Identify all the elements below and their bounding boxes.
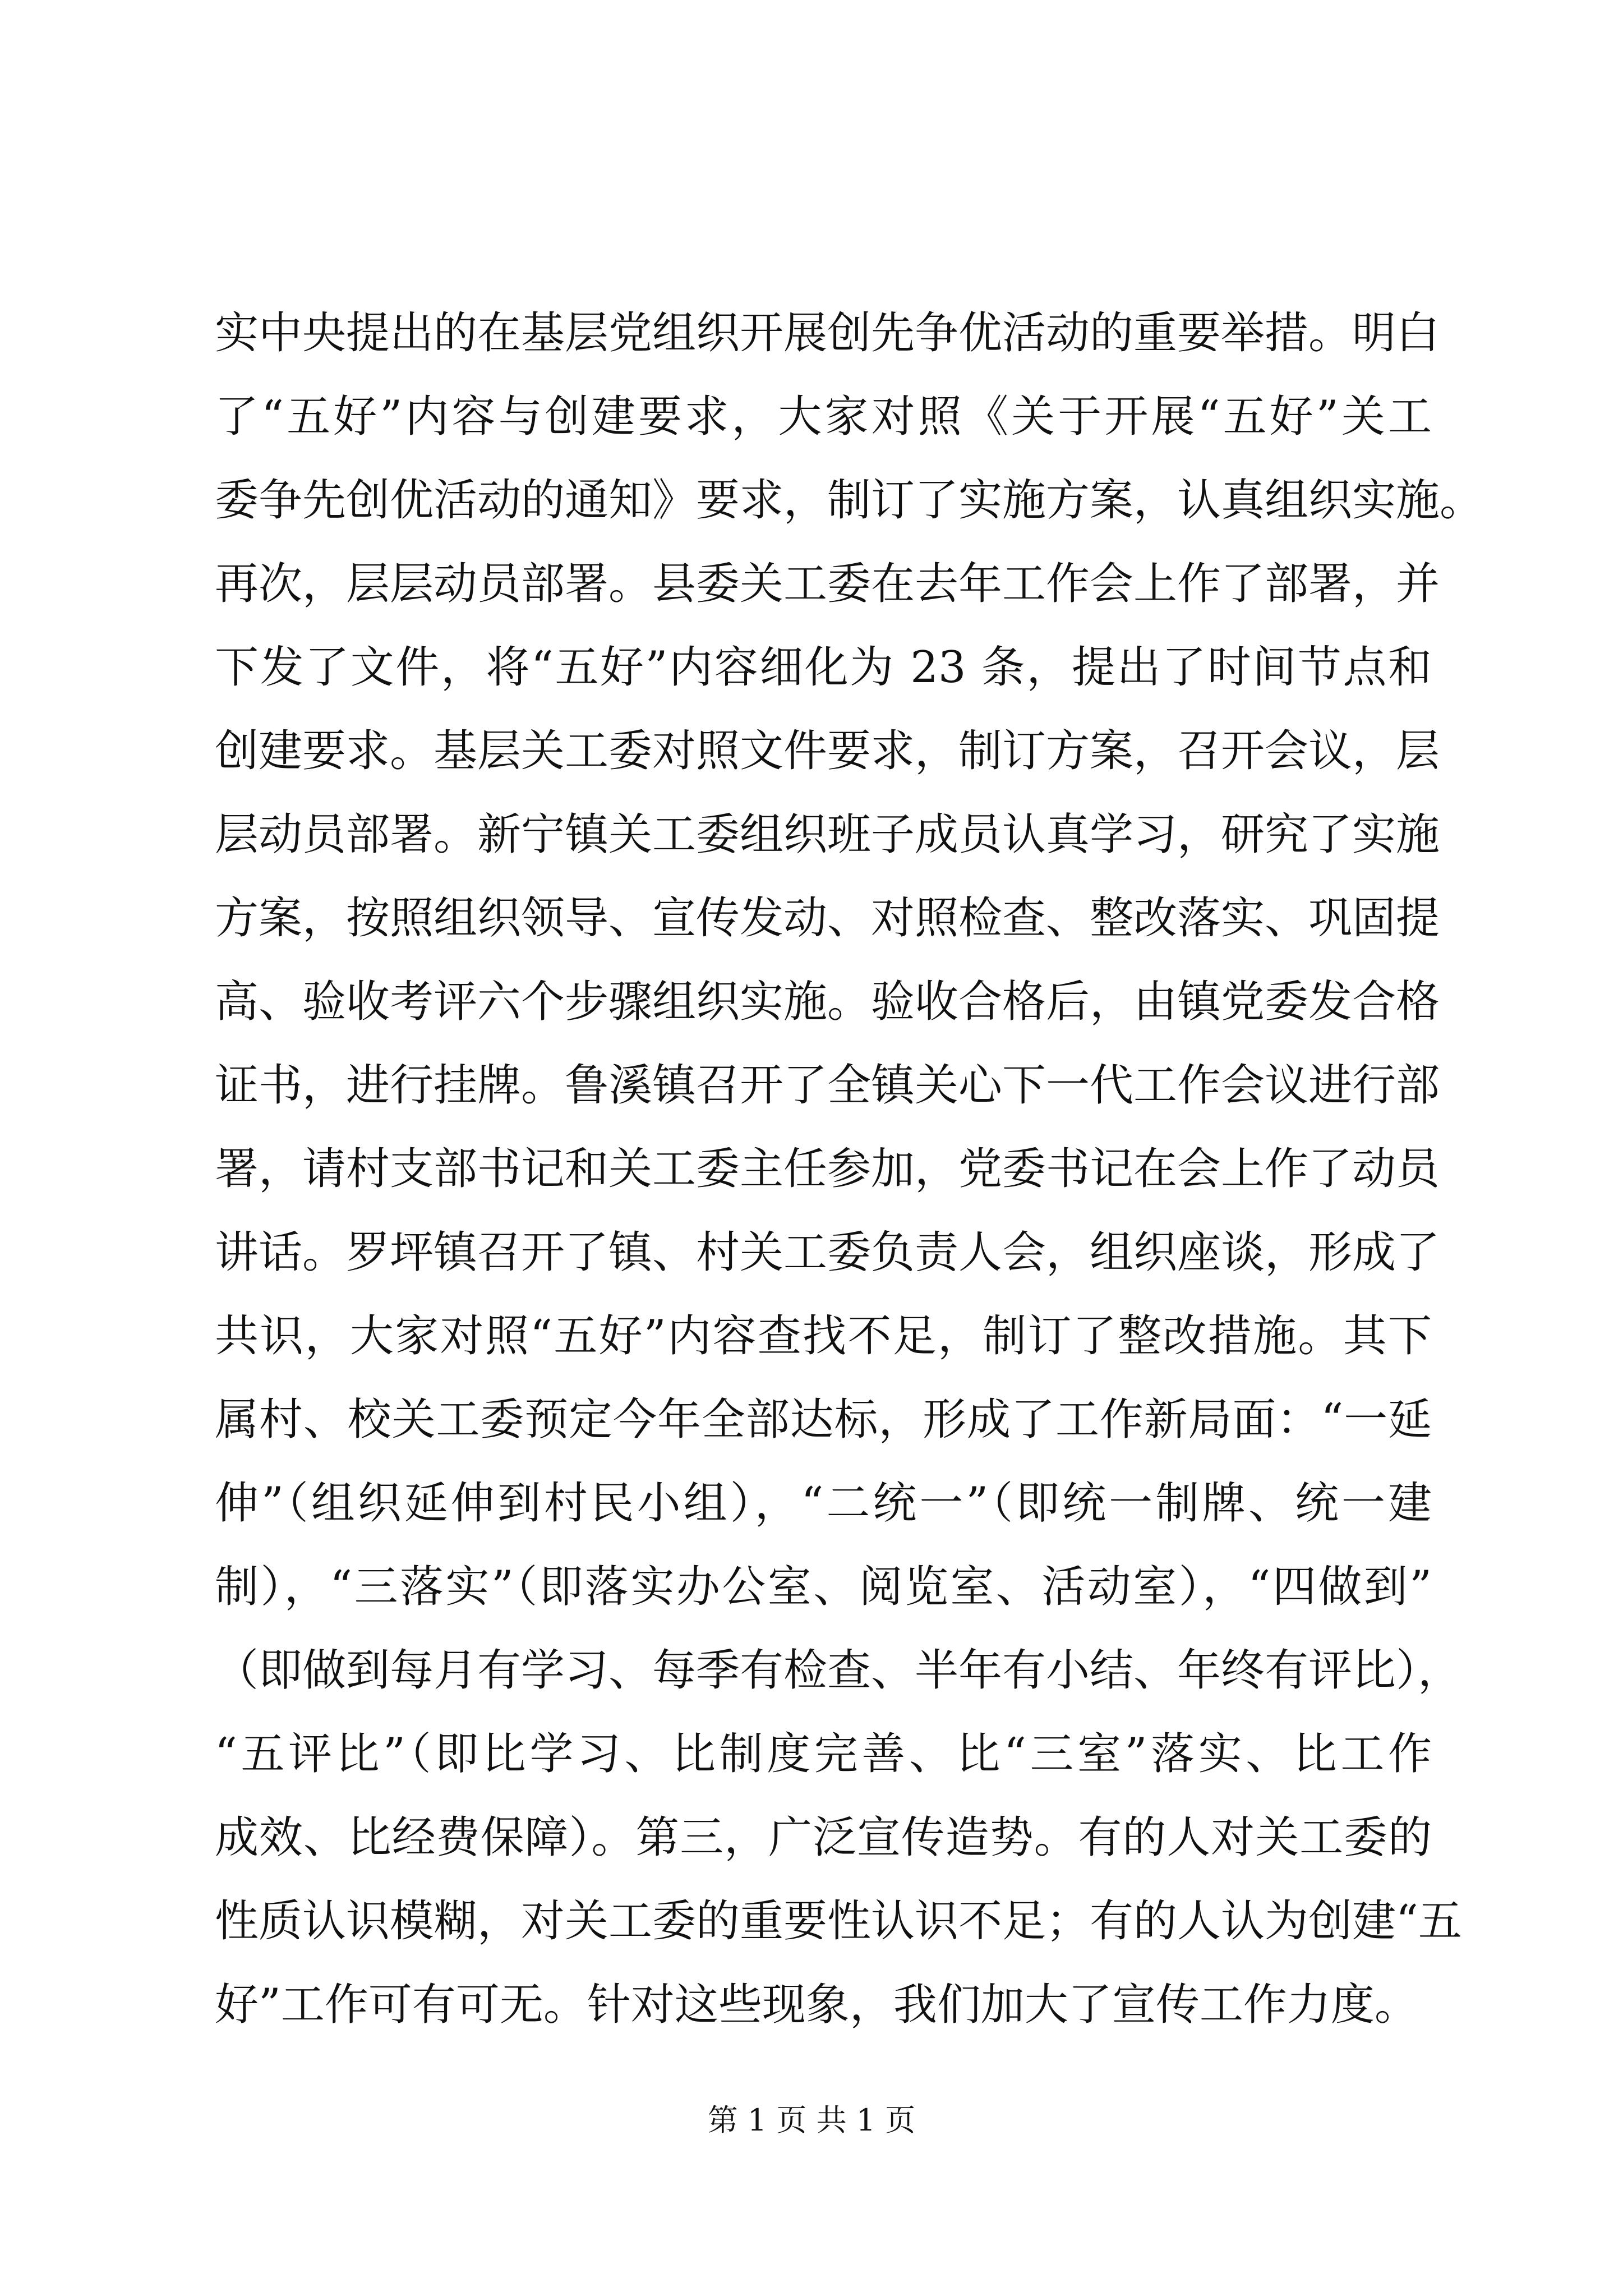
text-line: 高、验收考评六个步骤组织实施。验收合格后，由镇党委发合格 xyxy=(215,977,1440,1027)
text-line: 共识，大家对照“五好”内容查找不足，制订了整改措施。其下 xyxy=(215,1311,1432,1361)
text-line: 创建要求。基层关工委对照文件要求，制订方案，召开会议，层 xyxy=(215,726,1440,776)
text-line: 方案，按照组织领导、宣传发动、对照检查、整改落实、巩固提 xyxy=(215,893,1440,944)
text-line: （即做到每月有学习、每季有检查、半年有小结、年终有评比）， xyxy=(215,1645,1462,1696)
text-line: 属村、校关工委预定今年全部达标，形成了工作新局面：“一延 xyxy=(215,1395,1432,1445)
text-line: 好”工作可有可无。针对这些现象，我们加大了宣传工作力度。 xyxy=(215,1980,1418,2030)
text-line: 性质认识模糊，对关工委的重要性认识不足；有的人认为创建“五 xyxy=(215,1896,1462,1947)
text-line: 了“五好”内容与创建要求，大家对照《关于开展“五好”关工 xyxy=(215,392,1432,442)
text-line: 证书，进行挂牌。鲁溪镇召开了全镇关心下一代工作会议进行部 xyxy=(215,1060,1440,1111)
page-footer xyxy=(0,2098,1623,2143)
text-line: 委争先创优活动的通知》要求，制订了实施方案，认真组织实施。 xyxy=(215,475,1484,526)
text-line: 署，请村支部书记和关工委主任参加，党委书记在会上作了动员 xyxy=(215,1144,1440,1194)
text-line: 成效、比经费保障）。第三，广泛宣传造势。有的人对关工委的 xyxy=(215,1812,1432,1863)
body-paragraph xyxy=(215,292,1484,2047)
text-line: “五评比”（即比学习、比制度完善、比“三室”落实、比工作 xyxy=(215,1729,1432,1779)
text-line: 实中央提出的在基层党组织开展创先争优活动的重要举措。明白 xyxy=(215,308,1440,358)
page-number: 第 1 页 共 1 页 xyxy=(707,2102,916,2138)
text-line: 层动员部署。新宁镇关工委组织班子成员认真学习，研究了实施 xyxy=(215,809,1440,860)
text-line: 制），“三落实”（即落实办公室、阅览室、活动室），“四做到” xyxy=(215,1562,1432,1612)
text-line: 讲话。罗坪镇召开了镇、村关工委负责人会，组织座谈，形成了 xyxy=(215,1227,1440,1278)
text-line: 再次，层层动员部署。县委关工委在去年工作会上作了部署，并 xyxy=(215,559,1440,609)
text-line: 伸”（组织延伸到村民小组），“二统一”（即统一制牌、统一建 xyxy=(215,1478,1432,1529)
text-line: 下发了文件，将“五好”内容细化为 23 条，提出了时间节点和 xyxy=(215,642,1432,693)
